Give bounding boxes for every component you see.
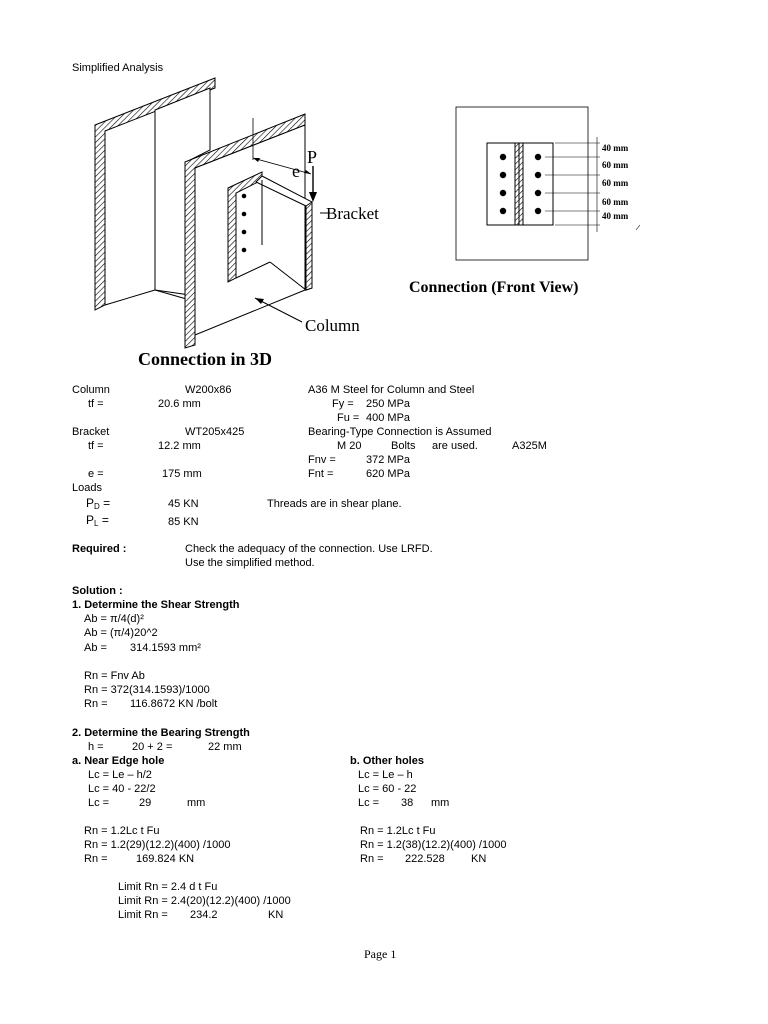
bolt bbox=[242, 194, 247, 199]
dim-label: 40 mm bbox=[602, 143, 629, 153]
shear-line: Rn = 372(314.1593)/1000 bbox=[84, 684, 210, 696]
fnv-value: 372 MPa bbox=[366, 454, 411, 466]
bolt bbox=[242, 230, 247, 235]
lc-b-label: Lc = bbox=[358, 797, 380, 809]
fnv-label: Fnv = bbox=[308, 454, 336, 466]
fu-value: 400 MPa bbox=[366, 412, 411, 424]
rn-shear-label: Rn = bbox=[84, 698, 108, 710]
bolt bbox=[242, 248, 247, 253]
dim-label: 60 mm bbox=[602, 197, 629, 207]
fnt-label: Fnt = bbox=[308, 468, 334, 480]
near-edge-heading: a. Near Edge hole bbox=[72, 755, 165, 767]
lc-b-value: 38 bbox=[401, 797, 414, 809]
br-tf-value: 12.2 mm bbox=[158, 440, 201, 452]
limit-unit: KN bbox=[268, 909, 284, 921]
bolt bbox=[535, 154, 541, 160]
label-e: e bbox=[292, 161, 300, 181]
limit-line: Limit Rn = 2.4(20)(12.2)(400) /1000 bbox=[118, 895, 291, 907]
rn-b-value: 222.528 bbox=[405, 853, 445, 865]
fnt-value: 620 MPa bbox=[366, 468, 411, 480]
column-section: W200x86 bbox=[185, 384, 232, 396]
bolt-size: M 20 bbox=[337, 440, 362, 452]
rn-a-label: Rn = bbox=[84, 853, 108, 865]
shear-line: Ab = π/4(d)² bbox=[84, 613, 144, 625]
bolt bbox=[535, 172, 541, 178]
near-edge-line: Rn = 1.2Lc t Fu bbox=[84, 825, 160, 837]
rn-shear-value: 116.8672 KN /bolt bbox=[130, 698, 218, 710]
h-value: 22 mm bbox=[208, 741, 242, 753]
other-holes-line: Lc = Le – h bbox=[358, 769, 413, 781]
limit-label: Limit Rn = bbox=[118, 909, 168, 921]
limit-value: 234.2 bbox=[190, 909, 218, 921]
rn-a-value: 169.824 KN bbox=[136, 853, 195, 865]
required-label: Required : bbox=[72, 543, 127, 555]
front-view-caption-text: Connection (Front View) bbox=[409, 279, 579, 296]
pd-label: $P_D$ = bbox=[86, 496, 111, 511]
limit-line: Limit Rn = 2.4 d t Fu bbox=[118, 881, 218, 893]
near-edge-line: Lc = 40 - 22/2 bbox=[88, 783, 156, 795]
fu-label: Fu = bbox=[337, 412, 360, 424]
bolt-grade: A325M bbox=[512, 440, 547, 452]
br-tf-label: tf = bbox=[88, 440, 104, 452]
bearing-note: Bearing-Type Connection is Assumed bbox=[308, 426, 492, 438]
lc-a-label: Lc = bbox=[88, 797, 110, 809]
fy-value: 250 MPa bbox=[366, 398, 411, 410]
label-p: P bbox=[307, 147, 318, 167]
required-line1: Check the adequacy of the connection. Use LRFD. bbox=[185, 543, 433, 555]
solution-label: Solution : bbox=[72, 585, 123, 597]
label-column: Column bbox=[305, 316, 360, 335]
bolt bbox=[500, 154, 506, 160]
dim-label: 60 mm bbox=[602, 160, 629, 170]
other-holes-line: Rn = 1.2(38)(12.2)(400) /1000 bbox=[360, 839, 507, 851]
lc-a-unit: mm bbox=[187, 797, 206, 809]
bracket-section: WT205x425 bbox=[185, 426, 245, 438]
col-tf-value: 20.6 mm bbox=[158, 398, 201, 410]
page-footer: Page 1 bbox=[364, 947, 397, 961]
lc-b-unit: mm bbox=[431, 797, 450, 809]
bolt bbox=[500, 190, 506, 196]
bolt bbox=[500, 172, 506, 178]
required-line2: Use the simplified method. bbox=[185, 557, 315, 569]
shear-heading: 1. Determine the Shear Strength bbox=[72, 599, 240, 611]
pl-value: 85 KN bbox=[168, 516, 199, 528]
dim-label: 60 mm bbox=[602, 178, 629, 188]
other-holes-line: Lc = 60 - 22 bbox=[358, 783, 417, 795]
ab-label: Ab = bbox=[84, 642, 107, 654]
bolt bbox=[500, 208, 506, 214]
column-label: Column bbox=[72, 384, 110, 396]
h-label: h = bbox=[88, 741, 104, 753]
figure-3d-caption: Connection in 3D bbox=[138, 349, 273, 369]
col-tf-label: tf = bbox=[88, 398, 104, 410]
other-holes-line: Rn = 1.2Lc t Fu bbox=[360, 825, 436, 837]
page-title: Simplified Analysis bbox=[72, 62, 164, 74]
bolt bbox=[242, 212, 247, 217]
dim-label: 40 mm bbox=[602, 211, 629, 221]
fy-label: Fy = bbox=[332, 398, 354, 410]
threads-note: Threads are in shear plane. bbox=[267, 498, 402, 510]
shear-line: Ab = (π/4)20^2 bbox=[84, 627, 158, 639]
bearing-heading: 2. Determine the Bearing Strength bbox=[72, 727, 250, 739]
e-label: e = bbox=[88, 468, 104, 480]
bolts-text: Bolts bbox=[391, 440, 416, 452]
e-value: 175 mm bbox=[162, 468, 202, 480]
used-text: are used. bbox=[432, 440, 478, 452]
rn-b-unit: KN bbox=[471, 853, 487, 865]
shear-line: Rn = Fnv Ab bbox=[84, 670, 145, 682]
other-holes-heading: b. Other holes bbox=[350, 755, 424, 767]
near-edge-line: Rn = 1.2(29)(12.2)(400) /1000 bbox=[84, 839, 231, 851]
ab-value: 314.1593 mm² bbox=[130, 642, 201, 654]
loads-label: Loads bbox=[72, 482, 102, 494]
steel-note: A36 M Steel for Column and Steel bbox=[308, 384, 475, 396]
label-bracket: Bracket bbox=[326, 204, 379, 223]
h-expr: 20 + 2 = bbox=[132, 741, 173, 753]
rn-b-label: Rn = bbox=[360, 853, 384, 865]
connection-3d-figure bbox=[80, 70, 420, 370]
bolt bbox=[535, 190, 541, 196]
near-edge-line: Lc = Le – h/2 bbox=[88, 769, 152, 781]
pl-label: $P_L$ = bbox=[86, 513, 109, 528]
pd-value: 45 KN bbox=[168, 498, 199, 510]
lc-a-value: 29 bbox=[139, 797, 152, 809]
bolt bbox=[535, 208, 541, 214]
bracket-label: Bracket bbox=[72, 426, 110, 438]
